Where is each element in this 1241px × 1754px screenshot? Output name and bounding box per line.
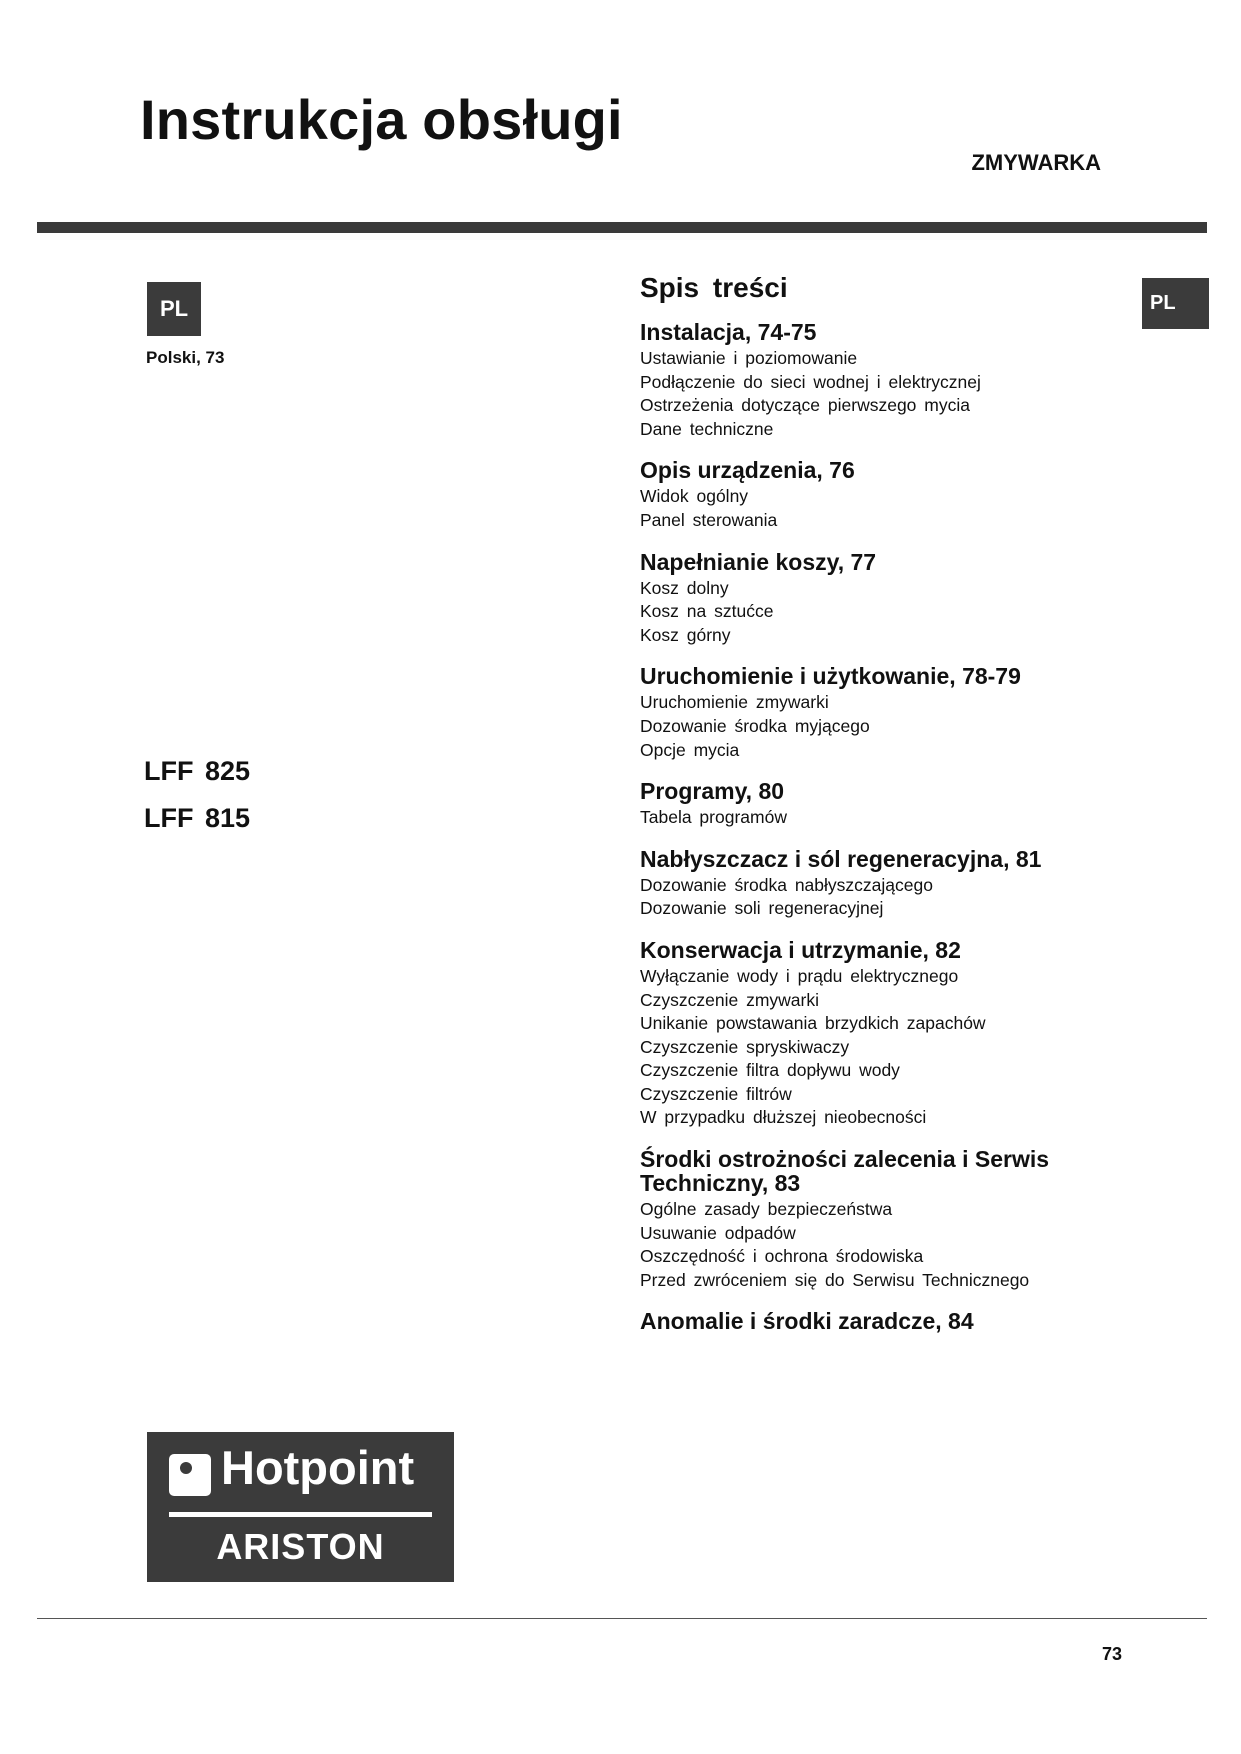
document-title: Instrukcja obsługi <box>140 88 623 151</box>
toc-section-title: Nabłyszczacz i sól regeneracyjna, 81 <box>640 845 1042 872</box>
toc-item: Kosz górny <box>640 624 731 645</box>
logo-divider <box>169 1512 432 1517</box>
toc-section-title: Konserwacja i utrzymanie, 82 <box>640 936 961 963</box>
language-badge-left: PL <box>147 282 201 336</box>
toc-section <box>640 1309 1110 1333</box>
toc-section-title: Instalacja, 74-75 <box>640 319 817 345</box>
toc-item: Widok ogólny <box>640 486 749 507</box>
toc-section <box>640 664 1110 762</box>
language-badge-right: PL <box>1142 278 1209 329</box>
toc-item: Ostrzeżenia dotyczące pierwszego mycia <box>640 395 970 416</box>
toc-item: Dozowanie środka nabłyszczającego <box>640 874 933 895</box>
toc-item: Podłączenie do sieci wodnej i elektrycznej <box>640 371 981 392</box>
toc-item: Dozowanie soli regeneracyjnej <box>640 898 884 919</box>
toc-item: Przed zwróceniem się do Serwisu Technicznego <box>640 1269 1030 1290</box>
toc-item: Czyszczenie filtrów <box>640 1083 792 1104</box>
toc-section <box>640 847 1110 921</box>
toc-item: W przypadku dłuższej nieobecności <box>640 1107 927 1128</box>
toc-section-title: Uruchomienie i użytkowanie, 78-79 <box>640 663 1021 690</box>
toc-item: Panel sterowania <box>640 509 778 530</box>
toc-section-title: Środki ostrożności zalecenia i Serwis Techniczny, 83 <box>640 1146 1050 1197</box>
toc-item: Wyłączanie wody i prądu elektrycznego <box>640 965 959 986</box>
toc-section <box>640 779 1110 830</box>
toc-item: Oszczędność i ochrona środowiska <box>640 1246 924 1267</box>
bottom-divider <box>37 1618 1207 1619</box>
page-number: 73 <box>1101 1644 1122 1664</box>
model-name: LFF 815 <box>144 803 251 833</box>
toc-item: Usuwanie odpadów <box>640 1222 796 1243</box>
toc-section-title: Programy, 80 <box>640 778 785 805</box>
product-category: ZMYWARKA <box>971 150 1101 175</box>
toc-item: Kosz dolny <box>640 577 729 598</box>
toc-item: Czyszczenie filtra dopływu wody <box>640 1060 900 1081</box>
toc-section-title: Napełnianie koszy, 77 <box>640 548 877 575</box>
toc-item: Kosz na sztućce <box>640 601 774 622</box>
toc-item: Unikanie powstawania brzydkich zapachów <box>640 1013 986 1034</box>
toc-sections <box>640 320 1110 1333</box>
toc-section <box>640 1147 1110 1292</box>
toc-section-title: Anomalie i środki zaradcze, 84 <box>640 1308 974 1335</box>
toc-item: Czyszczenie spryskiwaczy <box>640 1036 850 1057</box>
logo-sub-text: ARISTON <box>216 1526 385 1567</box>
logo-brand-text: Hotpoint <box>221 1441 415 1494</box>
toc-heading: Spis treści <box>640 272 788 303</box>
toc-item: Uruchomienie zmywarki <box>640 692 829 713</box>
toc-item: Ogólne zasady bezpieczeństwa <box>640 1199 893 1220</box>
toc-item: Ustawianie i poziomowanie <box>640 348 858 368</box>
toc-item: Opcje mycia <box>640 739 740 760</box>
model-name: LFF 825 <box>144 756 251 786</box>
toc-section-title: Opis urządzenia, 76 <box>640 457 855 484</box>
language-caption: Polski, 73 <box>146 348 225 367</box>
toc-section <box>640 938 1110 1130</box>
brand-logo <box>147 1432 454 1582</box>
toc-section <box>640 458 1110 532</box>
table-of-contents <box>640 272 1110 1350</box>
toc-item: Czyszczenie zmywarki <box>640 989 819 1010</box>
toc-item: Dozowanie środka myjącego <box>640 715 870 736</box>
toc-item: Tabela programów <box>640 807 787 828</box>
toc-section <box>640 320 1110 441</box>
toc-item: Dane techniczne <box>640 418 774 439</box>
top-divider <box>37 222 1207 233</box>
toc-section <box>640 550 1110 648</box>
hotpoint-square-icon <box>169 1454 211 1496</box>
